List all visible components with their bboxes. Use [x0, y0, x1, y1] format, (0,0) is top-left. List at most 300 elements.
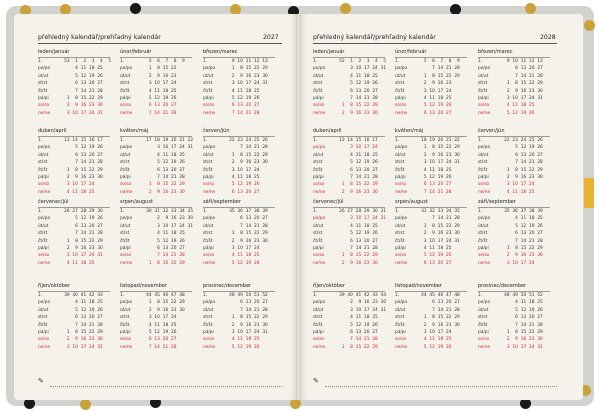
day-number: 16 — [520, 88, 527, 94]
day-number: 4 — [423, 246, 427, 251]
day-number: 16 — [437, 81, 444, 87]
weekday-label: so/so — [203, 253, 215, 259]
weekday-label: ne/ne — [395, 260, 408, 266]
week-number: 9 — [506, 59, 510, 64]
weekday-label: st/st — [313, 231, 323, 237]
weekday-label: pá/pi — [395, 246, 406, 251]
day-number: 3 — [350, 307, 353, 313]
week-label: 1. — [120, 138, 125, 143]
day-number: 10 — [429, 88, 435, 94]
day-number: 21 — [245, 110, 252, 116]
weekday-label: ne/ne — [38, 110, 51, 116]
week-number: 13 — [262, 59, 268, 64]
week-number: 13 — [339, 138, 345, 143]
day-number: 16 — [162, 73, 169, 79]
day-number: 11 — [80, 300, 87, 306]
day-number: 18 — [80, 189, 87, 195]
day-number: 11 — [237, 337, 243, 343]
week-number: 16 — [89, 138, 95, 143]
day-number: 19 — [245, 182, 252, 188]
weekday-label: st/st — [120, 231, 130, 237]
weekday-row — [313, 224, 385, 231]
weekday-label: pá/pi — [203, 175, 214, 180]
day-number: 26 — [97, 145, 103, 151]
weekday-label: čt/št — [395, 88, 405, 94]
weekday-row — [38, 330, 110, 337]
day-number: 24 — [171, 81, 177, 87]
day-number: 4 — [148, 322, 152, 328]
day-number: 16 — [245, 322, 252, 328]
month-rule — [395, 207, 467, 208]
weekday-row — [120, 175, 192, 182]
week-number: 50 — [245, 293, 252, 298]
day-number: 27 — [446, 260, 452, 266]
day-number: 22 — [171, 66, 177, 72]
day-number: 4 — [157, 231, 160, 237]
weekday-row — [478, 330, 550, 337]
day-number: 31 — [97, 344, 103, 350]
weekday-row — [313, 231, 385, 238]
weekday-row — [38, 261, 110, 268]
day-number: 8 — [240, 315, 243, 321]
week-number-row — [478, 293, 550, 300]
day-number: 31 — [537, 96, 543, 101]
day-number: 4 — [148, 88, 152, 94]
weekday-row — [38, 111, 110, 118]
day-number: 28 — [97, 322, 103, 328]
day-number: 12 — [355, 322, 362, 328]
weekday-label: st/st — [38, 160, 48, 166]
weekday-row — [395, 323, 467, 330]
day-number: 19 — [89, 216, 95, 222]
day-number: 2 — [423, 152, 427, 158]
day-number: 22 — [254, 231, 260, 237]
day-number: 25 — [171, 322, 177, 328]
weekday-row — [120, 89, 192, 96]
weekday-row — [38, 224, 110, 231]
day-number: 14 — [437, 307, 444, 313]
weekday-row — [313, 345, 385, 352]
day-number: 14 — [520, 238, 527, 244]
day-number: 3 — [148, 315, 152, 321]
weekday-row — [120, 168, 192, 175]
day-number: 25 — [254, 253, 260, 259]
week-number: 17 — [146, 138, 152, 143]
day-number: 10 — [512, 260, 518, 266]
day-number: 5 — [75, 216, 78, 222]
day-number: 25 — [254, 88, 260, 94]
weekday-row — [395, 175, 467, 182]
week-number: 30 — [97, 209, 103, 214]
week-number-row — [120, 209, 192, 216]
week-number: 5 — [108, 59, 112, 64]
day-number: 12 — [80, 73, 87, 79]
day-number: 30 — [187, 216, 194, 222]
week-number: 17 — [97, 138, 103, 143]
day-number: 19 — [529, 145, 535, 151]
weekday-row — [203, 323, 275, 330]
weekday-label: po/po — [38, 66, 51, 72]
day-number: 22 — [446, 73, 452, 79]
weekday-label: út/ut — [313, 307, 324, 313]
week-number: 5 — [148, 59, 152, 64]
day-number: 30 — [262, 160, 268, 166]
day-number: 26 — [446, 344, 452, 350]
month-rule — [313, 57, 385, 58]
weekday-row — [395, 182, 467, 189]
week-number: 7 — [165, 59, 169, 64]
week-label: 1. — [313, 293, 318, 298]
cover-dot — [525, 3, 536, 14]
week-number: 2 — [83, 59, 87, 64]
weekday-label: ne/ne — [313, 189, 326, 195]
day-number: 31 — [380, 66, 387, 72]
weekday-label: so/so — [395, 253, 407, 259]
month-block — [395, 49, 467, 121]
weekday-row — [478, 103, 550, 110]
week-number: 33 — [437, 209, 444, 214]
week-label: 1. — [395, 209, 400, 214]
day-number: 11 — [512, 189, 518, 195]
day-number: 16 — [437, 152, 444, 158]
day-number: 26 — [254, 96, 260, 101]
month-name: říjen/október — [38, 283, 71, 289]
day-number: 18 — [437, 167, 444, 173]
day-number: 23 — [179, 216, 185, 222]
day-number: 20 — [89, 152, 95, 158]
right-notes-line[interactable] — [325, 386, 557, 387]
week-number: 48 — [229, 293, 235, 298]
day-number: 7 — [432, 66, 435, 72]
day-number: 16 — [520, 253, 527, 259]
weekday-row — [313, 66, 385, 73]
day-number: 29 — [97, 238, 103, 244]
week-number: 8 — [448, 59, 452, 64]
weekday-row — [120, 111, 192, 118]
month-rule — [120, 207, 192, 208]
day-number: 20 — [364, 88, 370, 94]
weekday-row — [478, 96, 550, 103]
day-number: 15 — [245, 231, 252, 237]
week-number: 1 — [350, 59, 353, 64]
day-number: 15 — [520, 167, 527, 173]
day-number: 8 — [240, 231, 243, 237]
weekday-row — [120, 190, 192, 197]
day-number: 1 — [66, 167, 70, 173]
day-number: 29 — [262, 152, 268, 158]
weekday-label: pá/pi — [120, 175, 131, 180]
weekday-label: čt/št — [203, 238, 213, 244]
day-number: 11 — [355, 73, 362, 79]
weekday-row — [478, 153, 550, 160]
day-number: 8 — [157, 66, 160, 72]
day-number: 23 — [89, 246, 95, 251]
day-number: 28 — [537, 73, 543, 79]
day-number: 9 — [432, 81, 435, 87]
week-label: 1. — [395, 59, 400, 64]
day-number: 8 — [75, 96, 78, 101]
day-number: 29 — [454, 315, 460, 321]
day-number: 25 — [537, 216, 543, 222]
weekday-label: po/po — [313, 216, 326, 222]
weekday-row — [203, 153, 275, 160]
day-number: 14 — [154, 110, 160, 116]
day-number: 16 — [437, 231, 444, 237]
weekday-row — [313, 153, 385, 160]
day-number: 9 — [358, 300, 362, 306]
day-number: 19 — [89, 73, 95, 79]
week-number: 52 — [262, 293, 268, 298]
weekday-row — [203, 160, 275, 167]
day-number: 23 — [372, 300, 378, 306]
day-number: 19 — [520, 110, 527, 116]
week-number: 32 — [429, 209, 435, 214]
day-number: 12 — [429, 175, 435, 180]
day-number: 2 — [423, 231, 427, 237]
week-number: 4 — [100, 59, 103, 64]
day-number: 19 — [245, 344, 252, 350]
month-block — [38, 49, 110, 121]
month-rule — [38, 291, 110, 292]
weekday-row — [478, 81, 550, 88]
weekday-label: út/ut — [478, 307, 489, 313]
weekday-row — [395, 96, 467, 103]
day-number: 5 — [231, 96, 235, 101]
weekday-row — [203, 315, 275, 322]
day-number: 15 — [520, 246, 527, 251]
weekday-row — [38, 81, 110, 88]
day-number: 26 — [537, 145, 543, 151]
day-number: 18 — [437, 96, 444, 101]
day-number: 24 — [254, 167, 260, 173]
day-number: 26 — [529, 110, 535, 116]
day-number: 22 — [254, 152, 260, 158]
day-number: 9 — [432, 152, 435, 158]
day-number: 29 — [537, 246, 543, 251]
day-number: 5 — [515, 145, 518, 151]
day-number: 13 — [520, 231, 527, 237]
day-number: 11 — [72, 260, 78, 266]
day-number: 1 — [341, 344, 345, 350]
day-number: 30 — [262, 238, 268, 244]
day-number: 5 — [75, 73, 78, 79]
week-number: 23 — [512, 138, 518, 143]
day-number: 16 — [364, 300, 370, 306]
day-number: 13 — [429, 182, 435, 188]
month-name: listopad/november — [395, 283, 442, 289]
month-name: červenec/júl — [38, 199, 69, 205]
day-number: 25 — [446, 246, 452, 251]
weekday-label: út/ut — [203, 73, 214, 79]
day-number: 3 — [231, 81, 235, 87]
bookmark-ribbon[interactable] — [584, 178, 594, 208]
month-rule — [395, 291, 467, 292]
month-name: červen/jún — [478, 128, 505, 134]
weekday-label: pá/pi — [395, 175, 406, 180]
day-number: 3 — [350, 145, 353, 151]
day-number: 3 — [506, 96, 510, 101]
weekday-label: čt/št — [203, 167, 213, 173]
day-number: 17 — [80, 110, 87, 116]
day-number: 14 — [80, 231, 87, 237]
week-number: 38 — [254, 209, 260, 214]
day-number: 27 — [537, 152, 543, 158]
day-number: 4 — [506, 103, 510, 109]
day-number: 1 — [506, 246, 510, 251]
weekday-label: út/ut — [38, 152, 49, 158]
day-number: 5 — [157, 160, 160, 166]
day-number: 7 — [432, 216, 435, 222]
day-number: 10 — [355, 216, 362, 222]
day-number: 1 — [506, 330, 510, 335]
day-number: 14 — [245, 145, 252, 151]
day-number: 30 — [454, 152, 460, 158]
day-number: 4 — [350, 73, 353, 79]
weekday-label: čt/št — [120, 322, 130, 328]
week-number: 3 — [91, 59, 95, 64]
day-number: 6 — [148, 103, 152, 109]
day-number: 11 — [355, 152, 362, 158]
day-number: 2 — [506, 253, 510, 259]
month-name: září/september — [478, 199, 516, 205]
day-number: 23 — [171, 73, 177, 79]
day-number: 7 — [240, 145, 243, 151]
weekday-row — [38, 89, 110, 96]
day-number: 12 — [237, 96, 243, 101]
day-number: 5 — [423, 344, 427, 350]
weekday-row — [38, 345, 110, 352]
day-number: 24 — [529, 182, 535, 188]
weekday-label: pá/pi — [203, 96, 214, 101]
day-number: 21 — [89, 231, 95, 237]
weekday-row — [478, 323, 550, 330]
day-number: 4 — [231, 337, 235, 343]
day-number: 26 — [97, 216, 103, 222]
weekday-label: ne/ne — [478, 344, 491, 350]
day-number: 7 — [515, 160, 518, 166]
day-number: 25 — [89, 260, 95, 266]
day-number: 4 — [66, 189, 70, 195]
day-number: 15 — [437, 315, 444, 321]
day-number: 23 — [171, 307, 177, 313]
day-number: 26 — [446, 253, 452, 259]
day-number: 8 — [75, 238, 78, 244]
weekday-row — [120, 246, 192, 253]
week-number-row — [395, 209, 467, 216]
day-number: 20 — [529, 66, 535, 72]
day-number: 1 — [231, 66, 235, 72]
day-number: 16 — [520, 337, 527, 343]
weekday-row — [478, 216, 550, 223]
day-number: 9 — [240, 238, 243, 244]
day-number: 21 — [89, 88, 95, 94]
day-number: 31 — [187, 145, 194, 151]
weekday-row — [478, 182, 550, 189]
weekday-label: út/ut — [120, 73, 131, 79]
day-number: 17 — [171, 145, 177, 151]
week-number: 48 — [504, 293, 510, 298]
month-name: únor/február — [120, 49, 152, 55]
day-number: 16 — [162, 189, 169, 195]
day-number: 3 — [423, 160, 427, 166]
day-number: 21 — [529, 238, 535, 244]
left-notes-line[interactable] — [50, 386, 282, 387]
day-number: 12 — [520, 145, 527, 151]
day-number: 10 — [429, 160, 435, 166]
day-number: 19 — [245, 96, 252, 101]
month-block — [313, 199, 385, 271]
weekday-row — [120, 261, 192, 268]
day-number: 5 — [157, 238, 160, 244]
day-number: 2 — [506, 175, 510, 180]
day-number: 7 — [231, 110, 235, 116]
day-number: 10 — [154, 81, 160, 87]
weekday-row — [313, 160, 385, 167]
weekday-row — [313, 190, 385, 197]
day-number: 23 — [254, 238, 260, 244]
day-number: 6 — [423, 110, 427, 116]
week-number: 29 — [89, 209, 95, 214]
weekday-label: so/so — [38, 337, 50, 343]
week-number-row — [478, 209, 550, 216]
week-number: 45 — [429, 293, 435, 298]
day-number: 26 — [97, 307, 103, 313]
day-number: 19 — [364, 231, 370, 237]
day-number: 4 — [515, 216, 518, 222]
weekday-row — [478, 175, 550, 182]
day-number: 11 — [520, 300, 527, 306]
day-number: 1 — [148, 260, 152, 266]
day-number: 17 — [437, 330, 444, 335]
week-number-row — [120, 293, 192, 300]
day-number: 29 — [537, 81, 543, 87]
day-number: 28 — [97, 160, 103, 166]
month-name: prosinec/december — [203, 283, 252, 289]
day-number: 24 — [254, 81, 260, 87]
day-number: 3 — [423, 238, 427, 244]
day-number: 30 — [537, 175, 543, 180]
day-number: 12 — [162, 160, 169, 166]
month-name: březen/marec — [203, 49, 238, 55]
day-number: 9 — [240, 73, 243, 79]
day-number: 2 — [231, 238, 235, 244]
day-number: 6 — [231, 189, 235, 195]
day-number: 18 — [245, 253, 252, 259]
day-number: 17 — [80, 182, 87, 188]
day-number: 12 — [237, 344, 243, 350]
day-number: 2 — [66, 246, 70, 251]
week-number: 35 — [187, 209, 194, 214]
week-number: 11 — [520, 59, 527, 64]
day-number: 1 — [66, 96, 70, 101]
weekday-row — [313, 111, 385, 118]
week-label: 1. — [313, 209, 318, 214]
week-number: 22 — [187, 138, 194, 143]
day-number: 19 — [364, 81, 370, 87]
day-number: 6 — [515, 66, 518, 72]
week-label: 1. — [120, 293, 125, 298]
weekday-label: po/po — [478, 300, 491, 306]
weekday-label: út/ut — [395, 152, 406, 158]
day-number: 9 — [515, 88, 518, 94]
weekday-row — [203, 216, 275, 223]
day-number: 15 — [355, 182, 362, 188]
day-number: 11 — [237, 175, 243, 180]
day-number: 17 — [80, 253, 87, 259]
day-number: 8 — [350, 344, 353, 350]
day-number: 17 — [364, 307, 370, 313]
day-number: 5 — [231, 182, 235, 188]
